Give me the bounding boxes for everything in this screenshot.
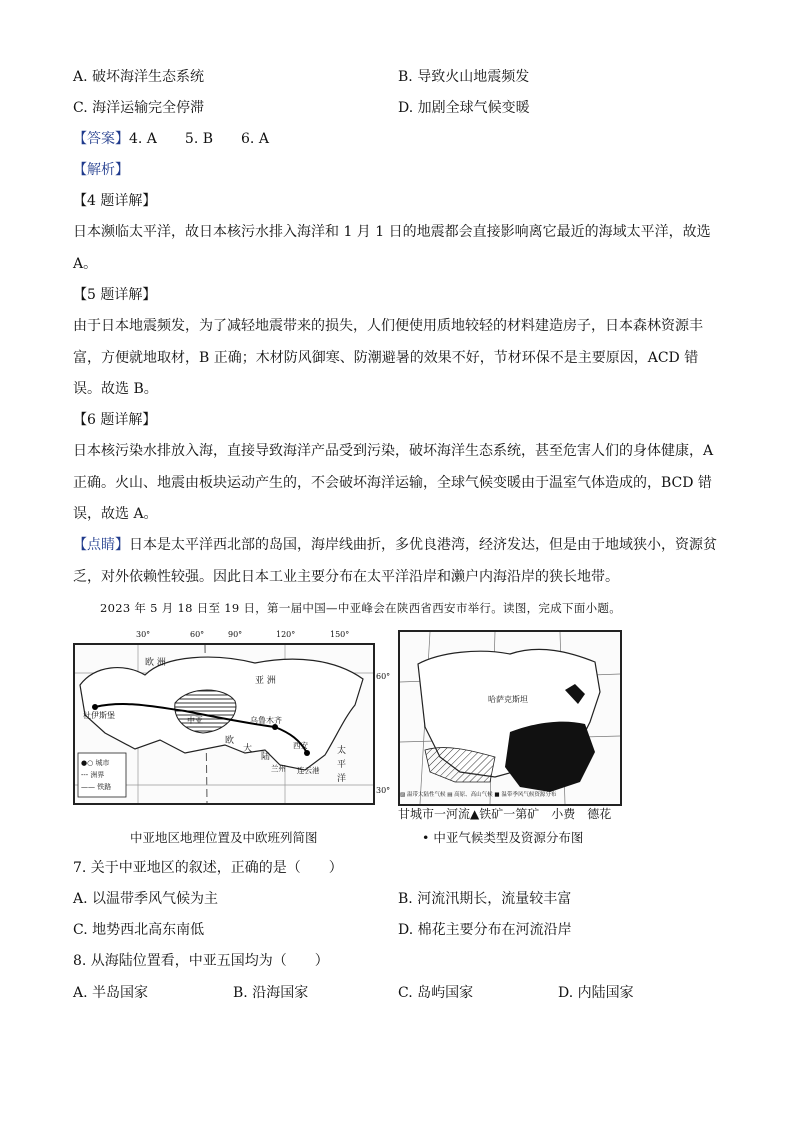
resource-legend-row: 甘城市一河流▲铁矿一第矿 小费 德花 <box>398 807 612 821</box>
lon-label-120: 120° <box>276 630 296 639</box>
label-lianyungang: 连云港 <box>297 766 320 775</box>
lon-label-60: 60° <box>190 630 205 639</box>
label-eurasia-3: 陆 <box>261 752 271 762</box>
map-central-asia-climate <box>398 630 622 806</box>
q456-option-c: C. 海洋运输完全停滞 <box>73 100 205 116</box>
q456-option-b: B. 导致火山地震频发 <box>398 69 530 85</box>
q5-title: 【5 题详解】 <box>73 287 157 303</box>
map-right-legend: ▨ 温带大陆性气候 ▤ 高原、高山气候 ■ 温带季风气候资源分布 <box>400 792 557 798</box>
label-pacific-2: 平 <box>337 760 347 770</box>
q8-option-b: B. 沿海国家 <box>233 985 309 1001</box>
q6-explanation: 日本核污染水排放入海，直接导致海洋产品受到污染，破坏海洋生态系统，甚至危害人们的身体健康，A 正确。火山、地震由板块运动产生的，不会破坏海洋运输，全球气候变暖由于温室气体造成的，BCD 错误，故选 A。 <box>73 443 714 522</box>
label-duisburg: 杜伊斯堡 <box>83 711 115 720</box>
map-right-svg <box>400 632 620 804</box>
q8-stem: 8. 从海陆位置看，中亚五国均为（ ） <box>73 953 329 969</box>
lat-label-60: 60° <box>376 672 391 681</box>
map-left-svg <box>75 645 373 803</box>
lon-label-30: 30° <box>136 630 151 639</box>
map-central-asia-location <box>73 643 375 805</box>
q456-option-a: A. 破坏海洋生态系统 <box>73 69 205 85</box>
label-lanzhou: 兰州 <box>271 764 286 773</box>
q6-title: 【6 题详解】 <box>73 412 157 428</box>
label-xian: 西安 <box>293 741 308 750</box>
label-urumqi: 乌鲁木齐 <box>250 716 282 725</box>
q456-option-d: D. 加剧全球气候变暖 <box>398 100 530 116</box>
q7-option-d: D. 棉花主要分布在河流沿岸 <box>398 922 572 938</box>
answer-text: 4. A 5. B 6. A <box>129 131 269 147</box>
label-pacific-3: 洋 <box>337 774 347 784</box>
question-intro: 2023 年 5 月 18 日至 19 日，第一届中国—中亚峰会在陕西省西安市举行。读图，完成下面小题。 <box>100 601 622 615</box>
label-kazakhstan: 哈萨克斯坦 <box>488 695 528 704</box>
q8-option-c: C. 岛屿国家 <box>398 985 474 1001</box>
q4-title: 【4 题详解】 <box>73 193 157 209</box>
label-europe: 欧 洲 <box>145 658 166 668</box>
label-eurasia-1: 欧 <box>225 736 235 746</box>
legend-boundary: --- 洲界 <box>81 771 105 779</box>
label-eurasia-2: 大 <box>243 744 253 754</box>
q7-stem: 7. 关于中亚地区的叙述，正确的是（ ） <box>73 860 343 876</box>
map-left-legend <box>81 757 111 793</box>
legend-railway: —— 铁路 <box>81 783 112 791</box>
label-asia: 亚 洲 <box>255 676 276 686</box>
highlight-paragraph <box>73 530 721 593</box>
q4-explanation: 日本濒临太平洋，故日本核污水排入海洋和 1 月 1 日的地震都会直接影响离它最近的海域太平洋，故选 A。 <box>73 224 711 272</box>
q7-option-c: C. 地势西北高东南低 <box>73 922 205 938</box>
lat-label-30: 30° <box>376 786 391 795</box>
q8-option-a: A. 半岛国家 <box>73 985 149 1001</box>
answer-line <box>73 129 269 149</box>
map-left-caption: 中亚地区地理位置及中欧班列简图 <box>130 830 318 845</box>
map-right-caption: • 中亚气候类型及资源分布图 <box>422 830 584 845</box>
q8-option-d: D. 内陆国家 <box>558 985 634 1001</box>
highlight-text: 日本是太平洋西北部的岛国，海岸线曲折，多优良港湾，经济发达，但是由于地域狭小，资源贫乏，对外依赖性较强。因此日本工业主要分布在太平洋沿岸和濑户内海沿岸的狭长地带。 <box>73 537 717 585</box>
label-central-asia: 中亚 <box>187 716 203 725</box>
q7-option-a: A. 以温带季风气候为主 <box>73 891 219 907</box>
highland-climate-region <box>505 722 595 792</box>
lon-label-90: 90° <box>228 630 243 639</box>
q7-option-b: B. 河流汛期长，流量较丰富 <box>398 891 572 907</box>
label-pacific-1: 太 <box>337 746 347 756</box>
q5-explanation: 由于日本地震频发，为了减轻地震带来的损失，人们便使用质地较轻的材料建造房子，日本森林资源丰富，方便就地取材，B 正确；木材防风御寒、防潮避暑的效果不好，节材环保不是主要原因，ACD 错误。故选 B。 <box>73 318 703 397</box>
highlight-label: 【点睛】 <box>73 537 129 553</box>
analysis-label: 【解析】 <box>73 162 129 178</box>
legend-city: ●○ 城市 <box>81 759 110 767</box>
lon-label-150: 150° <box>330 630 350 639</box>
answer-label: 【答案】 <box>73 131 129 147</box>
